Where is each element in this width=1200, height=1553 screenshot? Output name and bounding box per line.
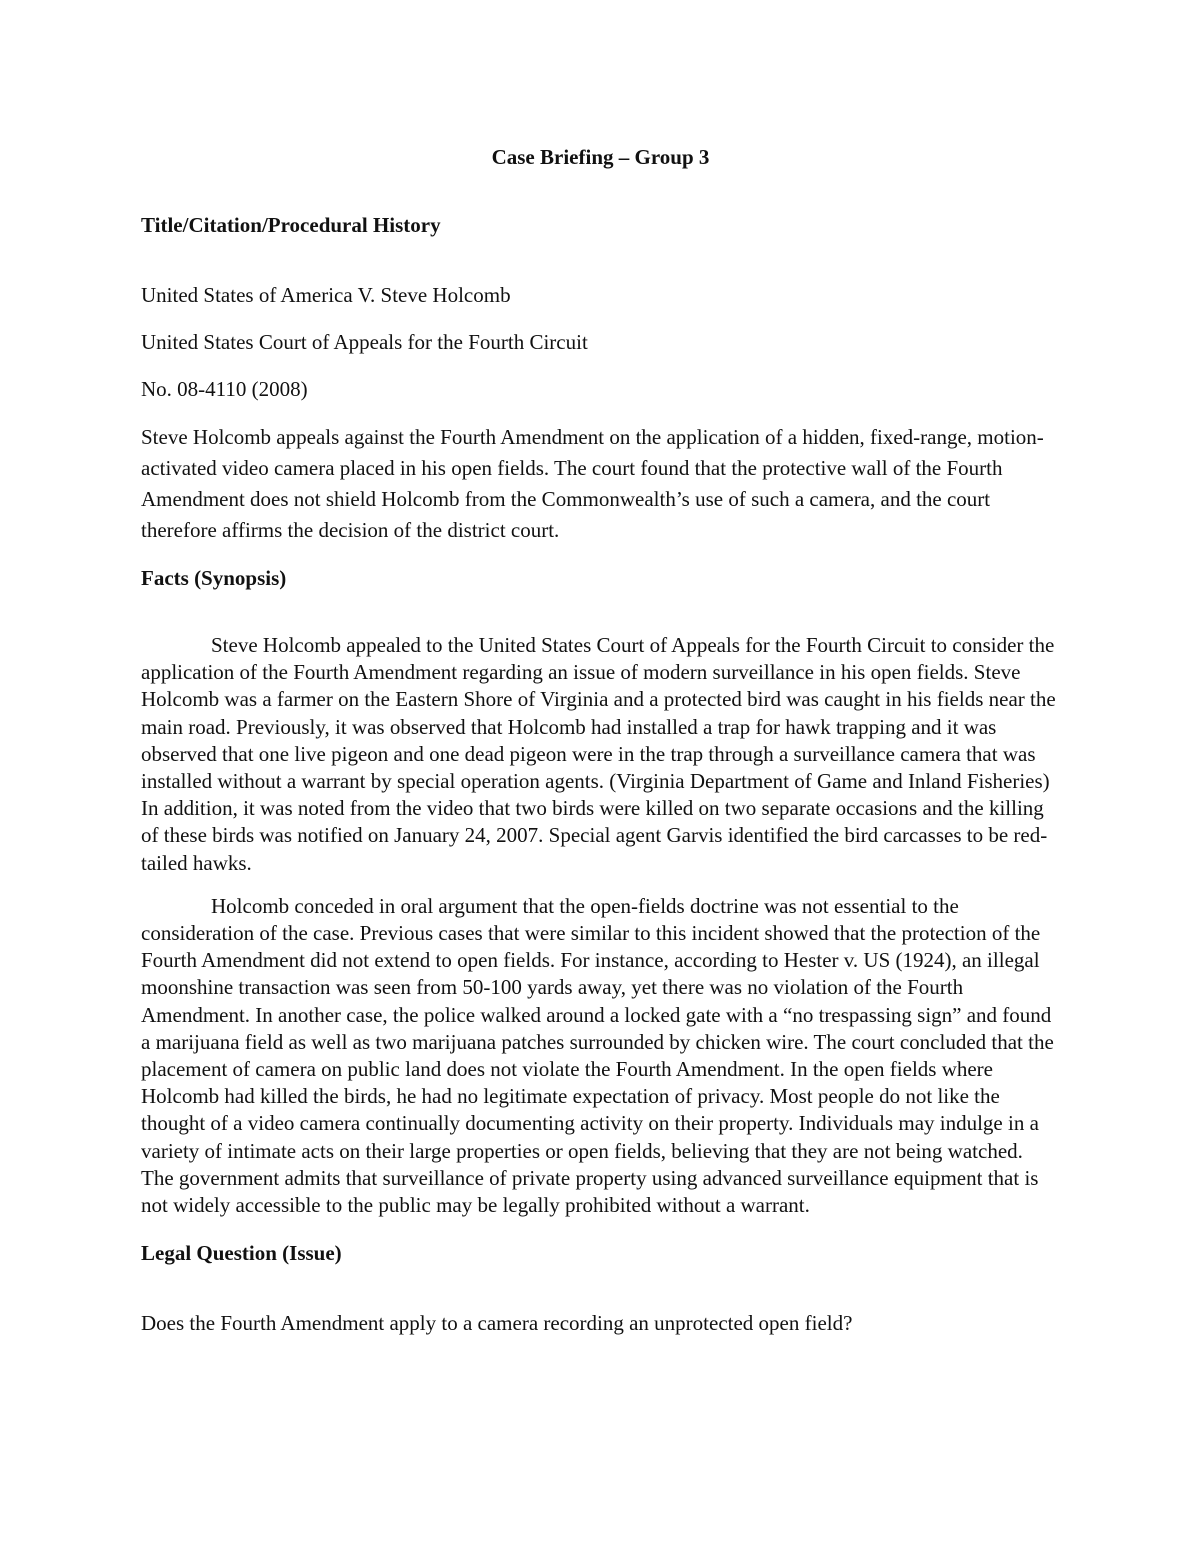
procedural-summary: Steve Holcomb appeals against the Fourth Amendment on the application of a hidden, fixed-range, motion-activated video camera placed in his open fields. The court found that the protective wall of the Fourth Amendment does not shield Holcomb from the Commonwealth’s use of such a camera, and the court therefore affirms the decision of the district court. (141, 425, 1044, 542)
facts-heading: Facts (Synopsis) (141, 566, 287, 590)
facts-paragraph-1: Steve Holcomb appealed to the United States Court of Appeals for the Fourth Circuit to consider the application of the Fourth Amendment regarding an issue of modern surveillance in his open fields. Steve Holcomb was a farmer on the Eastern Shore of Virginia and a protected bird was caught in his fields near the main road. Previously, it was observed that Holcomb had installed a trap for hawk trapping and it was observed that one live pigeon and one dead pigeon were in the trap through a surveillance camera that was installed without a warrant by special operation agents. (Virginia Department of Game and Inland Fisheries) In addition, it was noted from the video that two birds were killed on two separate occasions and the killing of these birds was notified on January 24, 2007. Special agent Garvis identified the bird carcasses to be red-tailed hawks. (141, 633, 1056, 875)
case-name: United States of America V. Steve Holcomb (141, 283, 511, 307)
facts-paragraph-2: Holcomb conceded in oral argument that the open-fields doctrine was not essential to the consideration of the case. Previous cases that were similar to this incident showed that the protection of the Fourth Amendment did not extend to open fields. For instance, according to Hester v. US (1924), an illegal moonshine transaction was seen from 50-100 yards away, yet there was no violation of the Fourth Amendment. In another case, the police walked around a locked gate with a “no trespassing sign” and found a marijuana field as well as two marijuana patches surrounded by chicken wire. The court concluded that the placement of camera on public land does not violate the Fourth Amendment. In the open fields where Holcomb had killed the birds, he had no legitimate expectation of privacy. Most people do not like the thought of a video camera continually documenting activity on their property. Individuals may indulge in a variety of intimate acts on their large properties or open fields, believing that they are not being watched. The government admits that surveillance of private property using advanced surveillance equipment that is not widely accessible to the public may be legally prohibited without a warrant. (141, 893, 1054, 1218)
title-citation-heading: Title/Citation/Procedural History (141, 213, 441, 237)
docket-number: No. 08-4110 (2008) (141, 377, 308, 401)
document-title: Case Briefing – Group 3 (491, 145, 710, 169)
legal-question-heading: Legal Question (Issue) (141, 1241, 342, 1266)
legal-question-text: Does the Fourth Amendment apply to a camera recording an unprotected open field? (141, 1311, 853, 1336)
court-name: United States Court of Appeals for the Fourth Circuit (141, 330, 588, 354)
